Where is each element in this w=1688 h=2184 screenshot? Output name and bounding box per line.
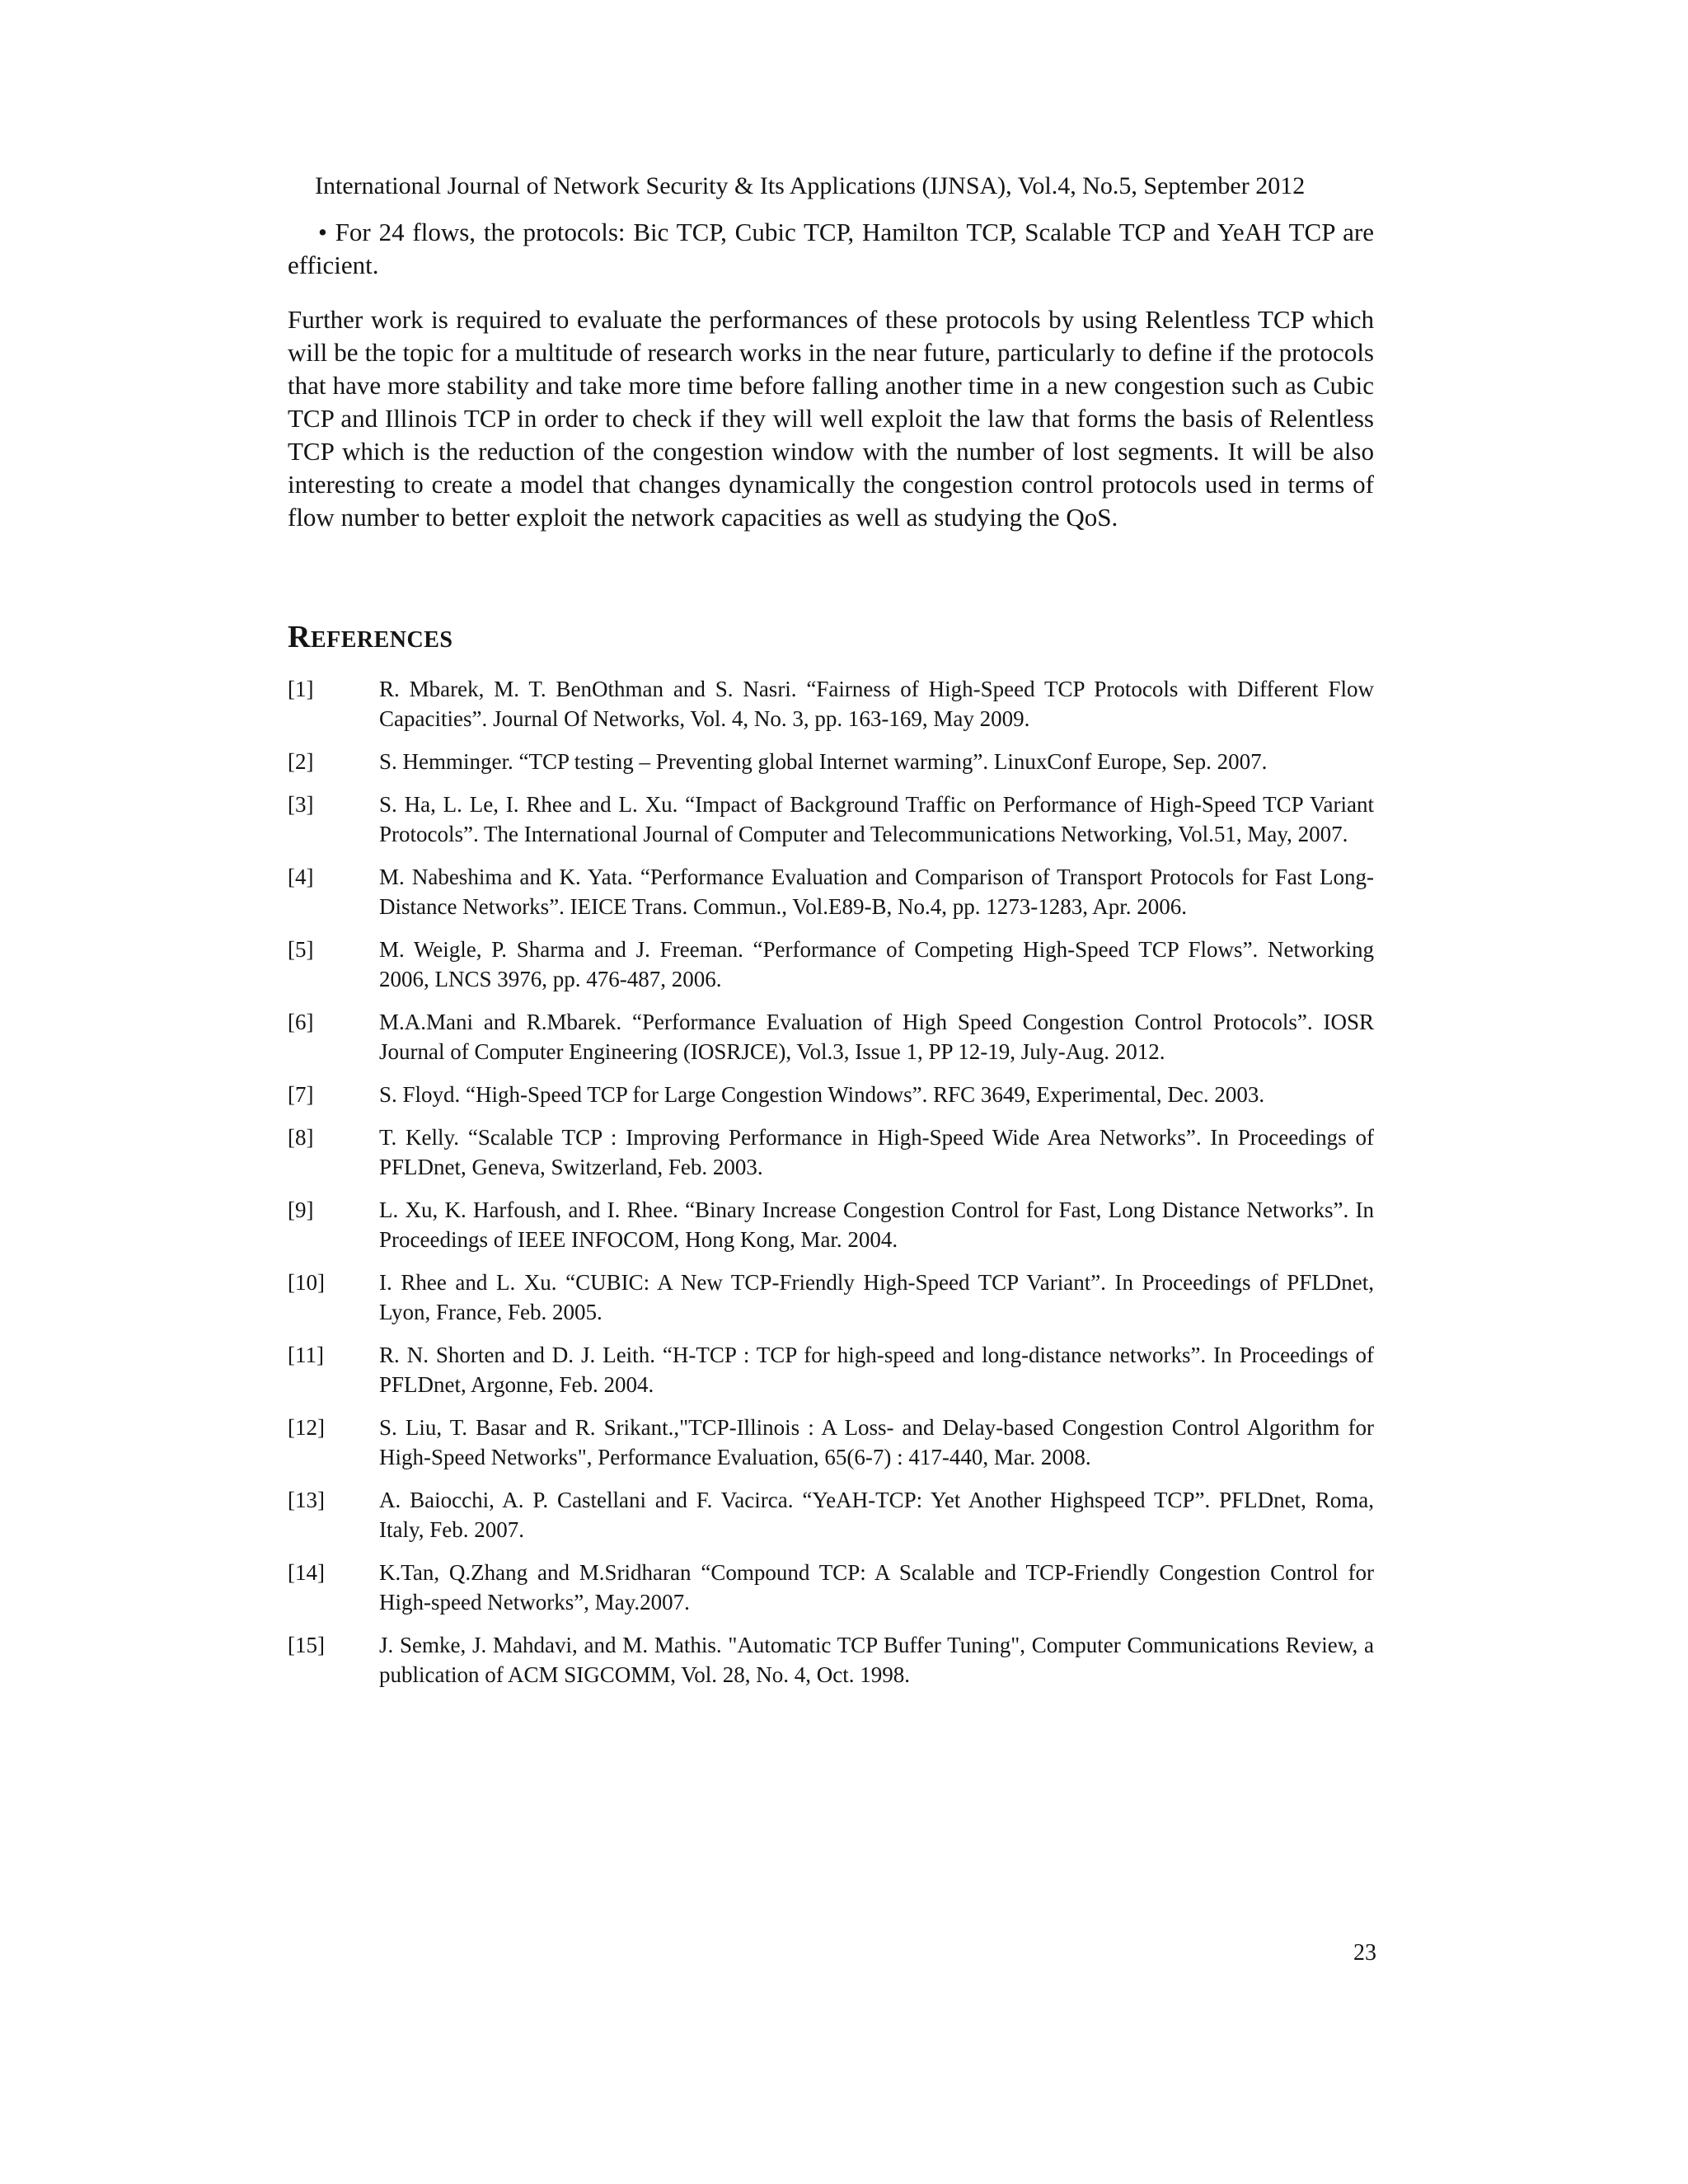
reference-number: [5] xyxy=(288,937,314,962)
reference-text: S. Floyd. “High-Speed TCP for Large Congestion Windows”. RFC 3649, Experimental, Dec. 2003. xyxy=(379,1082,1265,1107)
references-heading-rest: EFERENCES xyxy=(310,627,453,653)
reference-text: I. Rhee and L. Xu. “CUBIC: A New TCP-Friendly High-Speed TCP Variant”. In Proceedings of PFLDnet, Lyon, France, Feb. 2005. xyxy=(379,1270,1374,1324)
references-heading-initial: R xyxy=(288,620,311,654)
reference-number: [15] xyxy=(288,1633,325,1657)
reference-item xyxy=(288,1268,1374,1327)
reference-item xyxy=(288,1340,1374,1399)
reference-text: R. Mbarek, M. T. BenOthman and S. Nasri. “Fairness of High-Speed TCP Protocols with Different Flow Capacities”. Journal Of Networks, Vol. 4, No. 3, pp. 163-169, May 2009. xyxy=(379,677,1374,731)
reference-text: L. Xu, K. Harfoush, and I. Rhee. “Binary Increase Congestion Control for Fast, Long Distance Networks”. In Proceedings of IEEE INFOCOM, Hong Kong, Mar. 2004. xyxy=(379,1197,1374,1252)
reference-number: [13] xyxy=(288,1488,325,1512)
reference-number: [8] xyxy=(288,1125,314,1150)
reference-item xyxy=(288,862,1374,921)
reference-text: M. Nabeshima and K. Yata. “Performance Evaluation and Comparison of Transport Protocols for Fast Long-Distance Networks”. IEICE Trans. Commun., Vol.E89-B, No.4, pp. 1273-1283, Apr. 2006. xyxy=(379,865,1374,919)
reference-item xyxy=(288,1413,1374,1472)
page-content xyxy=(288,216,1374,1703)
reference-text: J. Semke, J. Mahdavi, and M. Mathis. "Automatic TCP Buffer Tuning", Computer Communications Review, a publication of ACM SIGCOMM, Vol. 28, No. 4, Oct. 1998. xyxy=(379,1633,1374,1687)
references-heading xyxy=(288,616,1374,661)
reference-item xyxy=(288,1485,1374,1544)
reference-item xyxy=(288,935,1374,994)
reference-text: A. Baiocchi, A. P. Castellani and F. Vacirca. “YeAH-TCP: Yet Another Highspeed TCP”. PFLDnet, Roma, Italy, Feb. 2007. xyxy=(379,1488,1374,1542)
reference-text: R. N. Shorten and D. J. Leith. “H-TCP : TCP for high-speed and long-distance networks”. In Proceedings of PFLDnet, Argonne, Feb. 2004. xyxy=(379,1343,1374,1397)
reference-text: T. Kelly. “Scalable TCP : Improving Performance in High-Speed Wide Area Networks”. In Proceedings of PFLDnet, Geneva, Switzerland, Feb. 2003. xyxy=(379,1125,1374,1179)
running-header: International Journal of Network Security & Its Applications (IJNSA), Vol.4, No.5, September 2012 xyxy=(315,172,1306,199)
reference-number: [1] xyxy=(288,677,314,701)
reference-number: [12] xyxy=(288,1415,325,1440)
reference-number: [6] xyxy=(288,1010,314,1034)
reference-number: [4] xyxy=(288,865,314,889)
page-number: 23 xyxy=(1353,1940,1376,1966)
reference-number: [3] xyxy=(288,792,314,817)
future-work-paragraph: Further work is required to evaluate the performances of these protocols by using Relentless TCP which will be the topic for a multitude of research works in the near future, particularly to define if the protocols that have more stability and take more time before falling another time in a new congestion such as Cubic TCP and Illinois TCP in order to check if they will well exploit the law that forms the basis of Relentless TCP which is the reduction of the congestion window with the number of lost segments. It will be also interesting to create a model that changes dynamically the congestion control protocols used in terms of flow number to better exploit the network capacities as well as studying the QoS. xyxy=(288,305,1374,532)
reference-item xyxy=(288,674,1374,733)
reference-text: S. Ha, L. Le, I. Rhee and L. Xu. “Impact of Background Traffic on Performance of High-Speed TCP Variant Protocols”. The International Journal of Computer and Telecommunications Networking, Vol.51, May, 2007. xyxy=(379,792,1374,846)
reference-item xyxy=(288,1558,1374,1617)
reference-number: [9] xyxy=(288,1197,314,1222)
reference-item xyxy=(288,747,1374,776)
reference-item xyxy=(288,1080,1374,1109)
reference-list xyxy=(288,674,1374,1690)
reference-item xyxy=(288,1122,1374,1182)
reference-number: [7] xyxy=(288,1082,314,1107)
reference-item xyxy=(288,1630,1374,1690)
reference-text: K.Tan, Q.Zhang and M.Sridharan “Compound TCP: A Scalable and TCP-Friendly Congestion Control for High-speed Networks”, May.2007. xyxy=(379,1560,1374,1615)
reference-text: S. Hemminger. “TCP testing – Preventing global Internet warming”. LinuxConf Europe, Sep. 2007. xyxy=(379,749,1268,774)
reference-item xyxy=(288,1007,1374,1066)
reference-number: [10] xyxy=(288,1270,325,1295)
reference-text: M. Weigle, P. Sharma and J. Freeman. “Performance of Competing High-Speed TCP Flows”. Networking 2006, LNCS 3976, pp. 476-487, 2006. xyxy=(379,937,1374,991)
reference-text: S. Liu, T. Basar and R. Srikant.,"TCP-Illinois : A Loss- and Delay-based Congestion Control Algorithm for High-Speed Networks", Performance Evaluation, 65(6-7) : 417-440, Mar. 2008. xyxy=(379,1415,1374,1469)
reference-item xyxy=(288,790,1374,849)
reference-item xyxy=(288,1195,1374,1254)
reference-number: [2] xyxy=(288,749,314,774)
reference-number: [11] xyxy=(288,1343,324,1367)
reference-text: M.A.Mani and R.Mbarek. “Performance Evaluation of High Speed Congestion Control Protocols”. IOSR Journal of Computer Engineering (IOSRJCE), Vol.3, Issue 1, PP 12-19, July-Aug. 2012. xyxy=(379,1010,1374,1064)
conclusion-bullet: • For 24 flows, the protocols: Bic TCP, Cubic TCP, Hamilton TCP, Scalable TCP and YeAH TCP are efficient. xyxy=(288,218,1374,279)
reference-number: [14] xyxy=(288,1560,325,1585)
